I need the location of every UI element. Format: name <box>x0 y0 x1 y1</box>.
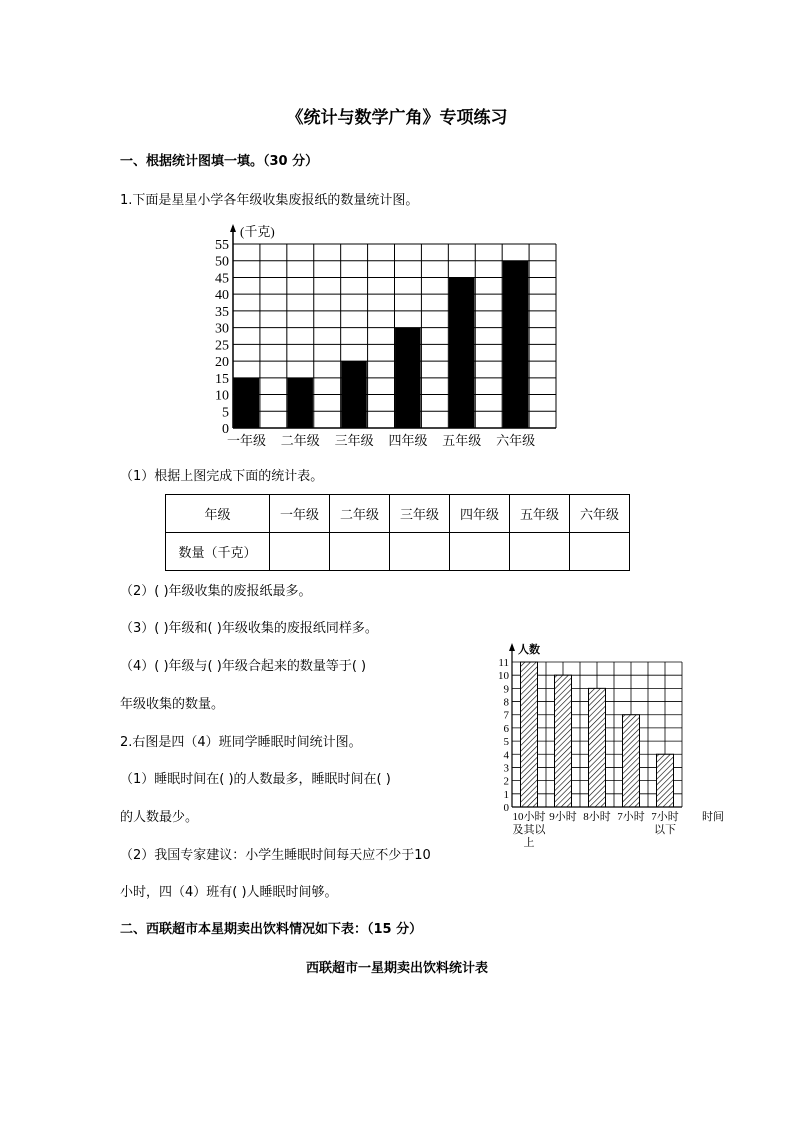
table-cell-blank[interactable] <box>510 533 570 571</box>
chart2-y-tick: 4 <box>503 749 509 762</box>
chart2-y-label: 人数 <box>518 644 540 656</box>
chart2-y-tick: 11 <box>498 657 509 669</box>
section1-heading: 一、根据统计图填一填。（30 分） <box>120 154 319 169</box>
q1-part2: （2）( )年级收集的废报纸最多。 <box>120 584 312 599</box>
table-cell-blank[interactable] <box>450 533 510 571</box>
chart2-y-tick: 5 <box>503 736 509 749</box>
chart1-bar <box>395 328 421 428</box>
chart2-x-tick: 7小时 <box>651 811 679 823</box>
chart1-x-tick: 一年级 <box>226 433 266 448</box>
q1-part3: （3）( )年级和( )年级收集的废报纸同样多。 <box>120 621 378 636</box>
chart1-y-tick: 45 <box>215 271 229 287</box>
chart1-y-ticks <box>215 238 229 437</box>
chart2-x-tick: 及其以 <box>512 824 546 836</box>
chart2-y-tick: 6 <box>503 722 509 735</box>
waste-paper-bar-chart <box>200 220 560 452</box>
chart2-y-tick: 8 <box>503 696 509 709</box>
chart1-x-tick: 六年级 <box>496 433 536 448</box>
q1-part4: （4）( )年级与( )年级合起来的数量等于( ) <box>120 659 367 674</box>
chart1-bar <box>287 378 313 428</box>
table-col-grade1: 一年级 <box>270 495 330 533</box>
chart1-y-tick: 15 <box>215 371 229 387</box>
chart1-y-tick: 25 <box>215 338 229 354</box>
chart2-x-ticks <box>513 809 679 849</box>
chart1-bar <box>503 261 529 428</box>
table-col-grade2: 二年级 <box>330 495 390 533</box>
chart2-x-tick: 7小时 <box>617 811 645 823</box>
chart1-y-tick: 5 <box>222 405 229 421</box>
chart2-y-axis-arrow <box>509 643 515 651</box>
chart1-x-tick: 四年级 <box>388 433 428 448</box>
chart2-y-ticks <box>498 657 510 814</box>
chart1-x-tick: 三年级 <box>334 433 374 448</box>
chart1-y-tick: 0 <box>222 422 229 437</box>
page-title: 《统计与数学广角》专项练习 <box>286 108 508 128</box>
chart1-x-ticks <box>227 433 535 448</box>
sleep-time-bar-chart <box>490 640 740 860</box>
chart2-y-tick: 2 <box>503 775 509 788</box>
table-cell-blank[interactable] <box>390 533 450 571</box>
table-row <box>166 495 630 533</box>
q1-part4-cont: 年级收集的数量。 <box>120 697 225 712</box>
table-row <box>166 533 630 571</box>
chart1-y-tick: 30 <box>215 321 229 337</box>
table-cell-blank[interactable] <box>330 533 390 571</box>
chart2-x-tick: 8小时 <box>583 811 611 823</box>
table-cell-blank[interactable] <box>270 533 330 571</box>
section2-heading: 二、西联超市本星期卖出饮料情况如下表：（15 分） <box>120 922 423 937</box>
q2-part1: （1）睡眠时间在( )的人数最多，睡眠时间在( ) <box>120 772 391 787</box>
section2-table-title: 西联超市一星期卖出饮料统计表 <box>305 961 488 976</box>
chart1-bar <box>341 361 367 428</box>
chart2-y-tick: 10 <box>498 670 509 683</box>
table-row-label: 数量（千克） <box>166 533 270 571</box>
chart1-y-tick: 50 <box>215 254 229 270</box>
chart2-bar <box>521 662 538 807</box>
chart2-bar <box>623 715 640 807</box>
q2-part2-cont: 小时，四（4）班有( )人睡眠时间够。 <box>120 885 338 900</box>
q2-part1-cont: 的人数最少。 <box>120 810 199 825</box>
table-cell-blank[interactable] <box>570 533 630 571</box>
q2-intro: 2.右图是四（4）班同学睡眠时间统计图。 <box>120 735 362 750</box>
chart1-y-axis-arrow <box>230 224 236 232</box>
chart2-x-tick: 9小时 <box>549 811 577 823</box>
table-col-grade4: 四年级 <box>450 495 510 533</box>
chart1-y-tick: 40 <box>215 288 229 304</box>
chart1-bar <box>449 277 475 428</box>
table-col-grade5: 五年级 <box>510 495 570 533</box>
chart2-x-tick: 10小时 <box>512 811 546 823</box>
chart2-y-tick: 9 <box>503 683 509 696</box>
chart1-y-tick: 20 <box>215 355 229 371</box>
chart2-bar <box>555 675 572 807</box>
chart2-y-tick: 0 <box>503 802 509 814</box>
q2-part2: （2）我国专家建议：小学生睡眠时间每天应不少于10 <box>120 848 431 863</box>
chart1-x-tick: 五年级 <box>442 433 482 448</box>
table-col-grade6: 六年级 <box>570 495 630 533</box>
chart1-y-tick: 55 <box>215 238 229 253</box>
chart1-bar <box>234 378 260 428</box>
chart2-y-tick: 3 <box>503 762 509 775</box>
chart2-bar <box>657 754 674 807</box>
table-header-label: 年级 <box>166 495 270 533</box>
table-col-grade3: 三年级 <box>390 495 450 533</box>
q1-intro: 1.下面是星星小学各年级收集废报纸的数量统计图。 <box>120 193 419 208</box>
chart2-x-label: 时间 <box>702 811 724 823</box>
stat-table <box>165 494 630 571</box>
chart1-x-tick: 二年级 <box>280 433 320 448</box>
chart2-y-tick: 1 <box>503 788 509 801</box>
chart2-bar <box>589 688 606 807</box>
chart1-y-label: (千克) <box>240 224 275 239</box>
chart2-y-tick: 7 <box>503 709 509 722</box>
chart2-x-tick: 以下 <box>654 824 676 836</box>
chart1-y-tick: 35 <box>215 304 229 320</box>
chart1-y-tick: 10 <box>215 388 229 404</box>
q1-part1: （1）根据上图完成下面的统计表。 <box>120 469 324 484</box>
chart2-x-tick: 上 <box>523 837 535 849</box>
